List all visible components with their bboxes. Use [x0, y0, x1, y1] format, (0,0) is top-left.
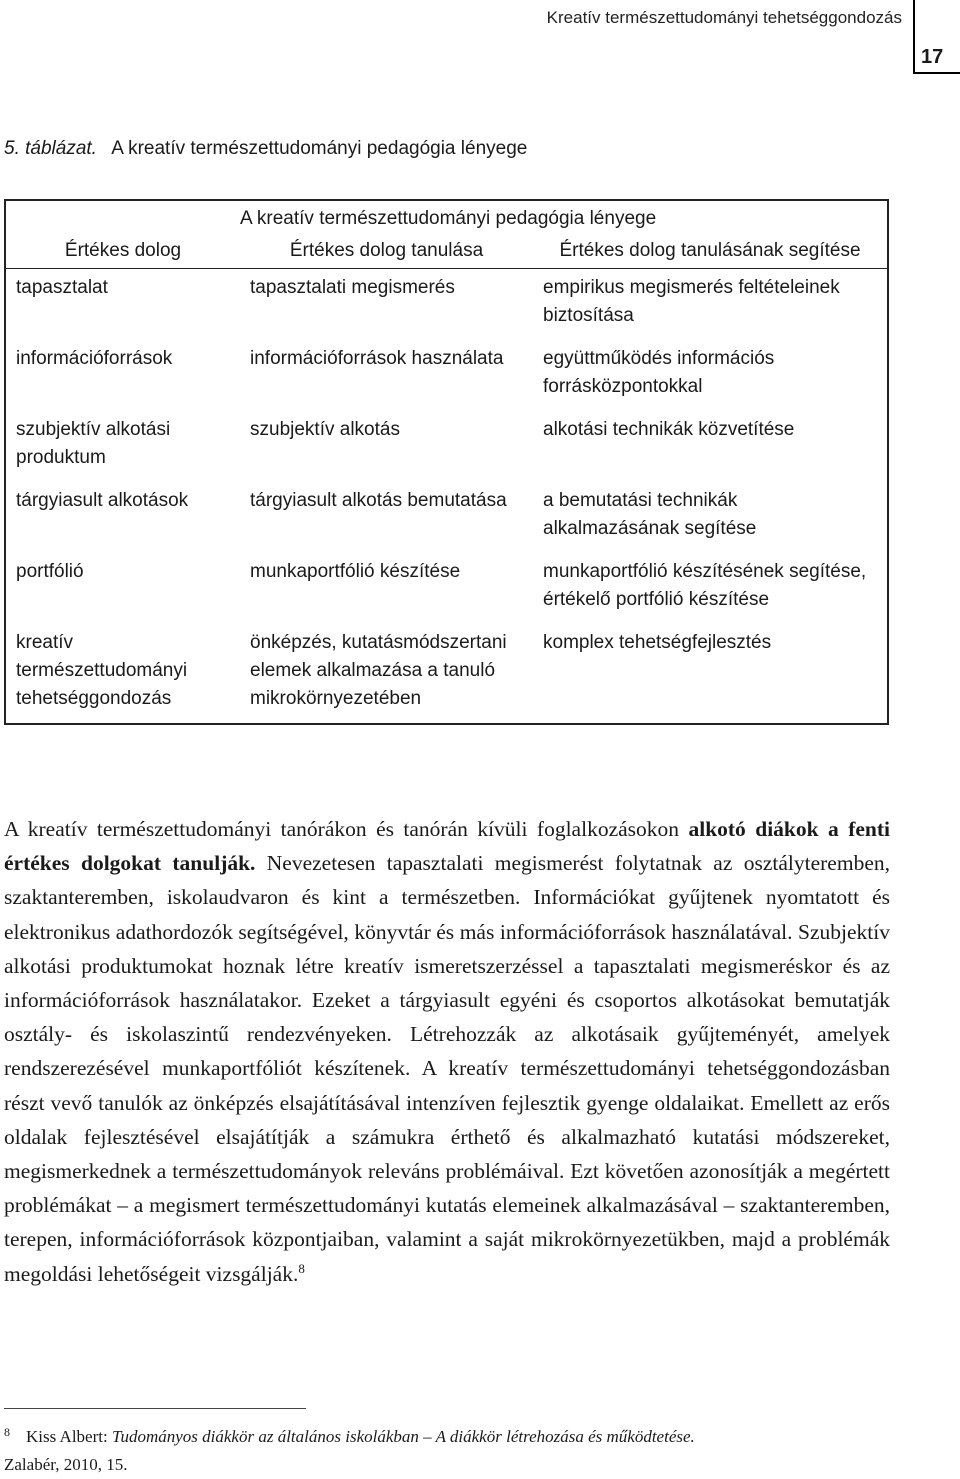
table-cell: együttműködés információs forrásközpontokkal [543, 348, 775, 397]
body-emphasis: alkotó diákok a fenti értékes dolgokat tanulják. [4, 817, 891, 876]
body-intro: A kreatív természettudományi tanórákon és tanórán kívüli foglalkozásokon [4, 817, 689, 841]
footnote-title: Tudományos diákkör az általános iskolákban – A diákkör létrehozása és működtetése. [111, 1427, 695, 1446]
table-row [5, 553, 888, 624]
footnote-reference[interactable]: 8 [298, 1260, 305, 1276]
column-header: Értékes dolog tanulásának segítése [533, 233, 888, 269]
table-cell: szubjektív alkotás [250, 419, 400, 440]
table-cell: portfólió [16, 561, 84, 582]
column-header: Értékes dolog [5, 233, 240, 269]
footnote-divider [4, 1408, 306, 1409]
table-row [5, 340, 888, 411]
table-row [5, 624, 888, 724]
table-row [5, 269, 888, 341]
table-cell: a bemutatási technikák alkalmazásának segítése [543, 490, 757, 539]
running-header: Kreatív természettudományi tehetséggondozás [546, 8, 902, 27]
table-row [5, 482, 888, 553]
pedagogy-table [4, 199, 889, 725]
column-header: Értékes dolog tanulása [240, 233, 533, 269]
table-row [5, 411, 888, 482]
footnote-author: Kiss Albert: [26, 1427, 112, 1446]
table-cell: információforrások használata [250, 348, 504, 369]
table-cell: munkaportfólió készítése [250, 561, 461, 582]
table-cell: munkaportfólió készítésének segítése, értékelő portfólió készítése [543, 561, 867, 610]
table-cell: önképzés, kutatásmódszertani elemek alkalmazása a tanuló mikrokörnyezetében [250, 632, 507, 709]
table-cell: tárgyiasult alkotás bemutatása [250, 490, 507, 511]
footnote-publisher: Zalabér, 2010, 15. [4, 1455, 128, 1474]
body-rest: Nevezetesen tapasztalati megismerést folytatnak az osztályteremben, szaktanteremben, iskolaudvaron és kint a természetben. Információkat gyűjtenek nyomtatott és elektronikus adathordozók segítségével, könyvtár és más információforrások használatával. Szubjektív alkotási produktumokat hoznak létre kreatív ismeretszerzéssel a tapasztalati megismeréskor és az információforrások használatakor. Ezeket a tárgyiasult egyéni és csoportos alkotásokat bemutatják osztály- és iskolaszintű rendezvényeken. Létrehozzák az alkotásaik gyűjteményét, amelyek rendszerezésével munkaportfóliót készítenek. A kreatív természettudományi tehetséggondozásban részt vevő tanulók az önképzés elsajátításával intenzíven fejlesztik gyenge oldalaikat. Emellett az erős oldalak fejlesztésével elsajátítják a számukra érthető és alkalmazható kutatási módszereket, megismerkednek a természettudományok releváns problémáival. Ezt követően azonosítják a megértett problémákat – a megismert természettudományi kutatás elemeinek alkalmazásával – szaktanteremben, terepen, információforrások központjaiban, valamint a saját mikrokörnyezetükben, majd a problémák megoldási lehetőségeit vizsgálják. [4, 851, 890, 1286]
body-paragraph [4, 812, 890, 1291]
page-number: 17 [921, 46, 944, 68]
table-cell: tapasztalati megismerés [250, 277, 455, 298]
table-cell: információforrások [16, 348, 173, 369]
footnote-mark: 8 [4, 1425, 10, 1439]
table-caption [4, 138, 527, 160]
caption-label: 5. táblázat. [4, 138, 97, 159]
table-cell: tárgyiasult alkotások [16, 490, 189, 511]
table-cell: empirikus megismerés feltételeinek biztosítása [543, 277, 840, 326]
table-cell: szubjektív alkotási produktum [16, 419, 171, 468]
table-cell: tapasztalat [16, 277, 108, 298]
table-title: A kreatív természettudományi pedagógia lényege [240, 208, 657, 229]
footnote [4, 1418, 904, 1479]
table-cell: komplex tehetségfejlesztés [543, 632, 772, 653]
table-cell: kreatív természettudományi tehetséggondozás [16, 632, 188, 709]
table-cell: alkotási technikák közvetítése [543, 419, 795, 440]
caption-title: A kreatív természettudományi pedagógia lényege [111, 138, 528, 159]
